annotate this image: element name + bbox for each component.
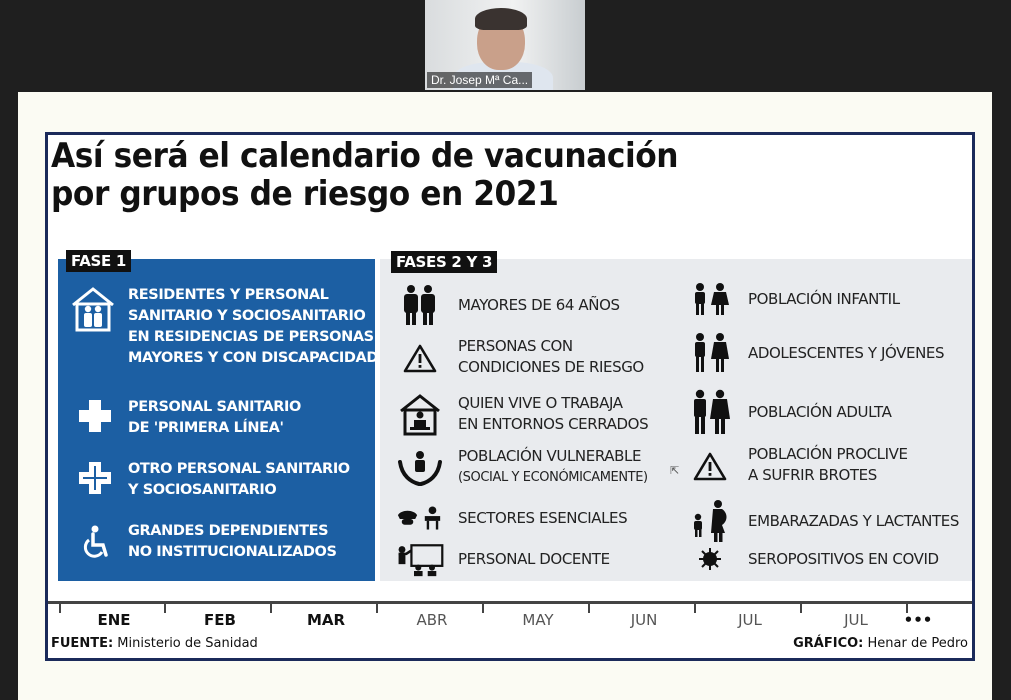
text-line: PERSONAL SANITARIO — [128, 399, 301, 415]
month-ellipsis: ••• — [903, 611, 933, 629]
risk-item-risk-conditions — [396, 336, 676, 380]
police-cashier-icon — [396, 496, 444, 540]
infographic-card — [45, 132, 975, 661]
phase23-tag: FASES 2 Y 3 — [391, 251, 497, 273]
phase1-item-other-staff-text — [128, 459, 350, 501]
risk-item-essential-sectors-text: SECTORES ESENCIALES — [458, 509, 628, 527]
timeline-tick — [164, 601, 166, 613]
risk-item-children — [686, 277, 966, 321]
title-line-2: por grupos de riesgo en 2021 — [51, 174, 559, 214]
slide-title — [51, 137, 678, 213]
text-line: MAYORES Y CON DISCAPACIDAD — [128, 350, 379, 366]
nursing-home-icon — [70, 285, 116, 333]
text-line: CONDICIONES DE RIESGO — [458, 358, 644, 376]
adults-icon — [686, 390, 734, 434]
timeline-tick — [59, 601, 61, 613]
risk-item-covid-seropositive — [686, 537, 966, 581]
timeline-axis — [48, 601, 972, 604]
timeline-tick — [694, 601, 696, 613]
month-label: FEB — [204, 611, 236, 629]
participant-video-tile[interactable] — [425, 0, 585, 90]
graphic-value: Henar de Pedro — [867, 636, 968, 651]
month-label: ABR — [416, 611, 448, 629]
mouse-cursor-icon: ⇱ — [670, 465, 680, 477]
shared-screen-slide — [18, 92, 992, 700]
phase1-tag: FASE 1 — [66, 250, 131, 272]
virus-icon — [686, 537, 734, 581]
text-line: GRANDES DEPENDIENTES — [128, 523, 329, 539]
teacher-icon — [396, 537, 444, 581]
text-line: DE 'PRIMERA LÍNEA' — [128, 420, 284, 436]
medical-cross-outline-icon — [70, 459, 116, 499]
text-line: SANITARIO Y SOCIOSANITARIO — [128, 308, 366, 324]
text-line: NO INSTITUCIONALIZADOS — [128, 544, 337, 560]
month-label: JUN — [630, 611, 658, 629]
risk-item-teenagers-text: ADOLESCENTES Y JÓVENES — [748, 344, 945, 362]
teenagers-icon — [686, 331, 734, 375]
source-credit — [51, 636, 258, 651]
medical-cross-icon — [70, 397, 116, 437]
risk-item-closed-environments — [396, 393, 676, 437]
risk-item-adults-text: POBLACIÓN ADULTA — [748, 403, 892, 421]
risk-item-teachers — [396, 537, 676, 581]
text-line: A SUFRIR BROTES — [748, 466, 877, 484]
participant-hair — [475, 8, 527, 30]
timeline-tick — [270, 601, 272, 613]
timeline — [48, 601, 972, 641]
timeline-tick — [482, 601, 484, 613]
warning-icon — [396, 336, 444, 380]
risk-item-adults — [686, 390, 966, 434]
elderly-couple-icon — [396, 283, 444, 327]
hands-person-icon — [396, 446, 444, 490]
phase23-panel — [380, 259, 972, 581]
phase1-item-frontline — [58, 395, 375, 439]
risk-item-risk-conditions-text — [458, 336, 644, 378]
timeline-tick — [376, 601, 378, 613]
source-value: Ministerio de Sanidad — [117, 636, 258, 651]
phase1-item-dependents — [58, 519, 375, 563]
graphic-label: GRÁFICO: — [793, 636, 864, 651]
phase1-item-residences — [58, 285, 379, 375]
text-line: EN RESIDENCIAS DE PERSONAS — [128, 329, 374, 345]
month-label: MAR — [306, 611, 346, 629]
text-line: EN ENTORNOS CERRADOS — [458, 415, 649, 433]
text-line: OTRO PERSONAL SANITARIO — [128, 461, 350, 477]
risk-item-vulnerable-text — [458, 446, 648, 488]
source-label: FUENTE: — [51, 636, 114, 651]
risk-item-teachers-text: PERSONAL DOCENTE — [458, 550, 610, 568]
risk-item-pregnant-text: EMBARAZADAS Y LACTANTES — [748, 512, 959, 530]
graphic-credit — [793, 636, 968, 651]
phase1-item-residences-text — [128, 285, 378, 369]
risk-item-teenagers — [686, 331, 966, 375]
text-line: POBLACIÓN VULNERABLE — [458, 447, 642, 465]
risk-item-covid-seropositive-text: SEROPOSITIVOS EN COVID — [748, 550, 939, 568]
text-line: PERSONAS CON — [458, 337, 573, 355]
wheelchair-icon — [70, 523, 116, 563]
phase1-item-other-staff — [58, 457, 375, 501]
participant-name-tag: Dr. Josep Mª Ca... — [427, 72, 532, 88]
house-person-icon — [396, 393, 444, 437]
children-icon — [686, 277, 734, 321]
risk-item-vulnerable — [396, 446, 686, 490]
month-label: JUL — [844, 611, 868, 629]
risk-item-closed-environments-text — [458, 393, 648, 435]
risk-item-essential-sectors — [396, 496, 676, 540]
timeline-tick — [800, 601, 802, 613]
text-line: QUIEN VIVE O TRABAJA — [458, 394, 623, 412]
warning-icon — [686, 444, 734, 488]
phase1-item-dependents-text — [128, 521, 337, 563]
phase1-item-frontline-text — [128, 397, 301, 439]
risk-item-children-text: POBLACIÓN INFANTIL — [748, 290, 900, 308]
risk-item-over-64 — [396, 283, 676, 327]
risk-item-outbreaks — [686, 444, 966, 488]
month-label: JUL — [738, 611, 762, 629]
text-line: (SOCIAL Y ECONÓMICAMENTE) — [458, 470, 648, 485]
timeline-tick — [588, 601, 590, 613]
risk-item-outbreaks-text — [748, 444, 908, 486]
text-line: Y SOCIOSANITARIO — [128, 482, 277, 498]
month-label: ENE — [97, 611, 131, 629]
text-line: POBLACIÓN PROCLIVE — [748, 445, 908, 463]
text-line: RESIDENTES Y PERSONAL — [128, 287, 329, 303]
risk-item-over-64-text: MAYORES DE 64 AÑOS — [458, 296, 620, 314]
title-line-1: Así será el calendario de vacunación — [51, 136, 679, 176]
phase1-panel — [58, 259, 379, 581]
month-label: MAY — [522, 611, 554, 629]
